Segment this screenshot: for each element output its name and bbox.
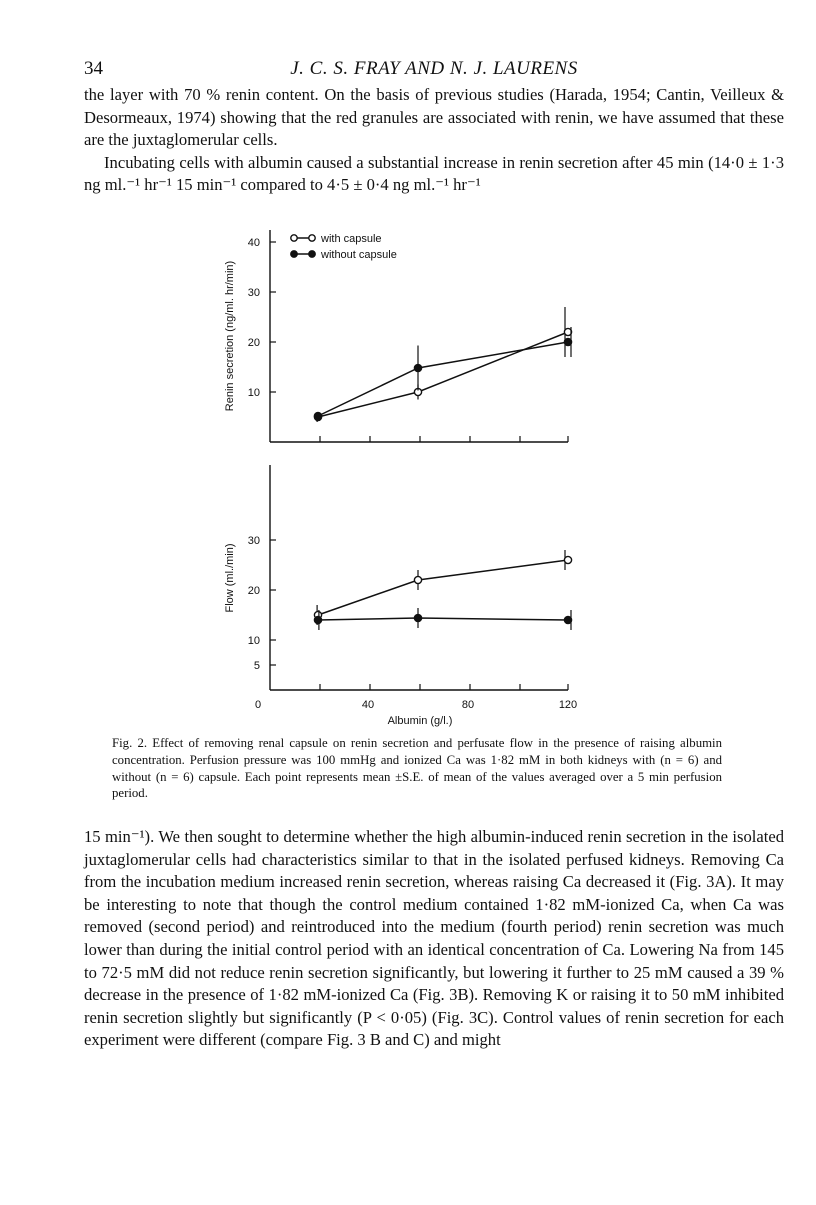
x-tick-label: 80 [461, 699, 475, 711]
flow-chart [224, 465, 577, 727]
data-point-open [414, 576, 421, 583]
data-point-filled [414, 614, 421, 621]
series-line-without-capsule [318, 618, 568, 620]
page-header [84, 58, 784, 82]
bottom-text-block [84, 826, 784, 1052]
x-axis-label: Albumin (g/l.) [387, 715, 453, 727]
series-line-with-capsule [318, 332, 568, 417]
series-line-with-capsule [318, 560, 568, 615]
x-tick-label: 0 [254, 699, 262, 711]
y-tick-label: 20 [247, 585, 260, 597]
legend-open-marker [291, 235, 315, 241]
y-axis-label-flow: Flow (ml./min) [224, 543, 236, 613]
figure-legend [291, 233, 397, 261]
data-point-filled [564, 616, 571, 623]
renin-secretion-chart [224, 230, 572, 442]
data-point-filled [564, 338, 571, 345]
data-point-open [564, 556, 571, 563]
figure-caption-text: Fig. 2. Effect of removing renal capsule on renin secretion and perfusate flow in the presence of raising albumin concentration. Perfusion pressure was 100 mmHg and ionized Ca was 1·82 mM in both kidneys with (n = 6) and without (n = 6) capsule. Each point represents mean ±S.E. of mean of the values averaged over a 5 min perfusion period. [112, 736, 722, 801]
x-tick-label: 40 [361, 699, 375, 711]
legend-open-label: with capsule [321, 233, 382, 245]
paragraph-results: 15 min⁻¹). We then sought to determine whether the high albumin-induced renin secretion in the isolated juxtaglomerular cells had characteristics similar to that in the isolated perfused kidneys. Removing Ca from the incubation medium increased renin secretion, whereas raising Ca decreased it (Fig. 3A). It may be interesting to note that though the control medium contained 1·82 mM-ionized Ca, when Ca was removed (second period) and reintroduced into the medium (fourth period) renin secretion was much lower than during the initial control period with an identical concentration of Ca. Lowering Na from 145 to 72·5 mM did not reduce renin secretion significantly, but lowering it further to 25 mM caused a 39 % decrease in the presence of 1·82 mM-ionized Ca (Fig. 3B). Removing K or raising it to 50 mM inhibited renin secretion slightly but significantly (P < 0·05) (Fig. 3C). Control values of renin secretion for each experiment were different (compare Fig. 3 B and C) and might [84, 827, 784, 1050]
series-line-without-capsule [318, 342, 568, 416]
paragraph-continued: the layer with 70 % renin content. On the basis of previous studies (Harada, 1954; Cantin, Veilleux & Desormeaux, 1974) showing that the red granules are associated with renin, we have assumed that these are the juxtaglomerular cells. [84, 85, 784, 150]
top-text-block [84, 84, 784, 197]
legend-filled-marker [291, 251, 315, 257]
figure-2 [200, 222, 600, 727]
data-point-filled [414, 364, 421, 371]
y-tick-label: 5 [253, 660, 260, 672]
x-tick-label: 120 [558, 699, 578, 711]
data-point-filled [314, 412, 321, 419]
running-head: J. C. S. FRAY AND N. J. LAURENS [290, 58, 578, 79]
y-tick-label: 10 [247, 635, 260, 647]
legend-filled-label: without capsule [321, 249, 397, 261]
data-point-filled [314, 616, 321, 623]
paragraph-albumin: Incubating cells with albumin caused a substantial increase in renin secretion after 45 min (14·0 ± 1·3 ng ml.⁻¹ hr⁻¹ 15 min⁻¹ compared to 4·5 ± 0·4 ng ml.⁻¹ hr⁻¹ [84, 152, 784, 195]
page-number: 34 [84, 58, 103, 79]
y-tick-label: 30 [247, 287, 260, 299]
figure-caption [112, 735, 722, 802]
y-tick-label: 20 [247, 337, 260, 349]
y-tick-label: 40 [247, 237, 260, 249]
y-tick-label: 10 [247, 387, 260, 399]
y-axis-label-renin: Renin secretion (ng/ml. hr/min) [224, 260, 236, 412]
y-tick-label: 30 [247, 535, 260, 547]
